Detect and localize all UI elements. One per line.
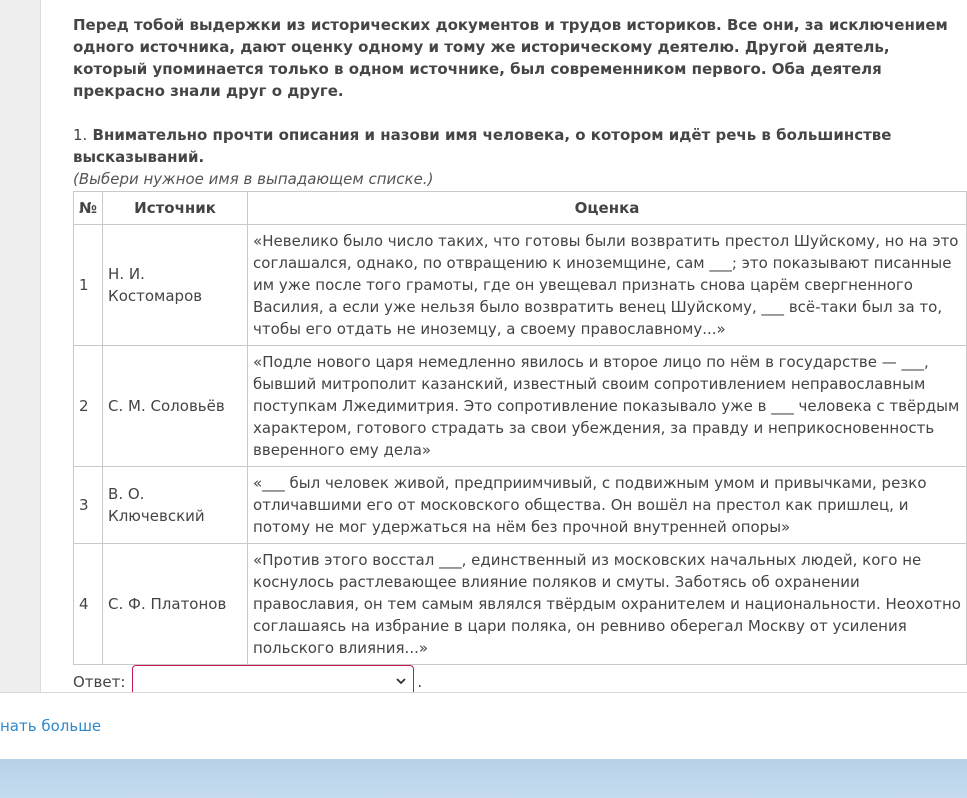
row-quote: «Подле нового царя немедленно явилось и второе лицо по нём в государстве — ___, бывший митрополит казанский, известный своим сопротивлением неправославным поступкам Лжедимитрия. Это сопротивление показывало уже в ___ человека с твёрдым характером, готового страдать за свои убеждения, за правду и неприкосновенность вверенного ему дела» [248, 346, 967, 467]
task-hint: (Выбери нужное имя в выпадающем списке.) [73, 170, 434, 188]
row-quote: «Невелико было число таких, что готовы были возвратить престол Шуйскому, но на это соглашался, однако, по отвращению к иноземщине, сам ___; это показывают писанные им уже после того грамоты, где он увещевал признать снова царём свергненного Василия, а если уже нельзя было возвратить венец Шуйскому, ___ всё-таки был за то, чтобы его отдать не иноземцу, а своему православному...» [248, 225, 967, 346]
row-quote: «Против этого восстал ___, единственный из московских начальных людей, кого не коснулось растлевающее влияние поляков и смуты. Заботясь об охранении православия, он тем самым являлся твёрдым охранителем и национальности. Неохотно соглашаясь на избрание в цари поляка, он ревниво оберегал Москву от усиления польского влияния...» [248, 544, 967, 665]
bottom-bar [0, 692, 967, 760]
intro-text: Перед тобой выдержки из исторических документов и трудов историков. Все они, за исключением одного источника, дают оценку одному и тому же историческому деятелю. Другой деятель, который упоминается только в одном источнике, был современником первого. Оба деятеля прекрасно знали друг о друге. [73, 16, 948, 100]
row-number: 1 [74, 225, 103, 346]
row-source: Н. И. Костомаров [103, 225, 248, 346]
task-instruction [73, 124, 963, 168]
answer-trailing-period: . [417, 673, 423, 691]
row-quote: «___ был человек живой, предприимчивый, с подвижным умом и привычками, резко отличавшими его от московского общества. Он вошёл на престол как пришлец, и потому не мог удержаться на нём без прочной внутренней опоры» [248, 467, 967, 544]
header-source: Источник [103, 192, 248, 225]
table-row [74, 346, 967, 467]
task-content [73, 14, 963, 190]
taskbar [0, 759, 967, 798]
table-header-row [74, 192, 967, 225]
row-source: С. Ф. Платонов [103, 544, 248, 665]
row-number: 2 [74, 346, 103, 467]
row-number: 4 [74, 544, 103, 665]
table-row [74, 467, 967, 544]
row-number: 3 [74, 467, 103, 544]
left-gutter [0, 0, 41, 692]
row-source: С. М. Соловьёв [103, 346, 248, 467]
header-number: № [74, 192, 103, 225]
row-source: В. О. Ключевский [103, 467, 248, 544]
header-assessment: Оценка [248, 192, 967, 225]
task-text: Внимательно прочти описания и назови имя человека, о котором идёт речь в большинстве высказываний. [73, 126, 892, 166]
sources-table [73, 191, 967, 665]
table-row [74, 225, 967, 346]
chevron-down-icon [394, 674, 408, 688]
task-number: 1. [73, 126, 88, 144]
table-row [74, 544, 967, 665]
answer-label: Ответ: [73, 673, 126, 691]
learn-more-link[interactable]: нать больше [0, 717, 102, 735]
